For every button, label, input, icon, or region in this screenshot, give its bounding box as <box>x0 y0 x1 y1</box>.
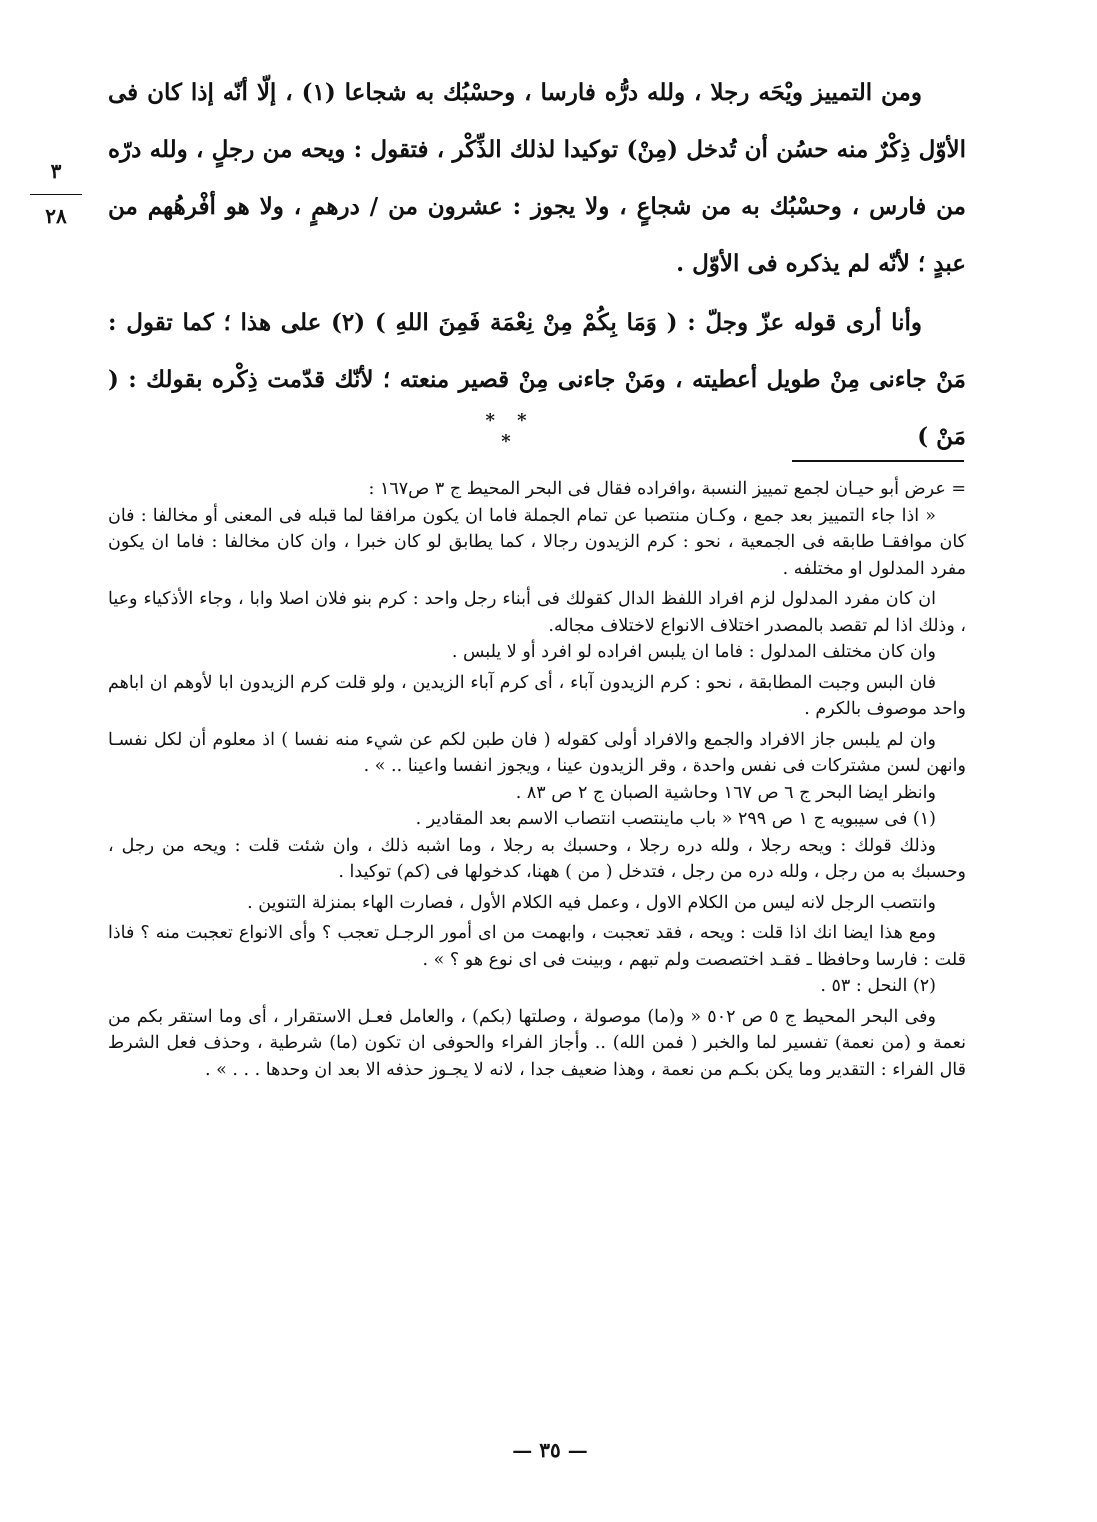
footnote-paragraph: وذلك قولك : ويحه رجلا ، ولله دره رجلا ، وحسبك به رجلا ، وما اشبه ذلك ، وان شئت قلت : ويحه من رجل ، وحسبك به من رجل ، ولله دره من رجل ، فتدخل ( من ) ههنا، كدخولها فى (كم) توكيدا . <box>108 835 966 882</box>
main-paragraph: ومن التمييز ويْحَه رجلا ، ولله درُّه فارسا ، وحسْبُك به شجاعا (١) ، إلّا أنّه إذا كان فى الأوّل ذِكْرٌ منه حسُن أن تُدخل (مِنْ) توكيدا لذلك الذِّكْر ، فتقول : ويحه من رجلٍ ، ولله درّه من فارس ، وحسْبُك به من شجاعٍ ، ولا يجوز : عشرون من / درهمٍ ، ولا هو أفْرهُهم من عبدٍ ؛ لأنّه لم يذكره فى الأوّل . <box>108 79 966 277</box>
footnote-paragraph: وفى البحر المحيط ج ٥ ص ٥٠٢ « و(ما) موصولة ، وصلتها (بكم) ، والعامل فعـل الاستقرار ، أى وما استقر بكم من نعمة و (من نعمة) تفسير لما والخبر ( فمن الله) .. وأجاز الفراء والحوفى ان تكون (ما) شرطية ، وحذف فعل الشرط قال الفراء : التقدير وما يكن بكـم من نعمة ، وهذا ضعيف جدا ، لانه لا يجـوز حذفه الا بعد ان وحدها . . . » . <box>108 1006 966 1080</box>
margin-reference-divider <box>30 194 82 195</box>
footnote-paragraph: « اذا جاء التمييز بعد جمع ، وكـان منتصبا عن تمام الجملة فاما ان يكون مرافقا لما قبله فى المعنى أو مخالفا : فان كان موافقـا طابقه فى الجمعية ، نحو : كرم الزيدون رجالا ، كما يطابق لو كان خبرا ، وان كان مخالفا : فاما ان يكون مفرد المدلول او مختلفه . <box>108 505 966 579</box>
footnote-paragraph: ان كان مفرد المدلول لزم افراد اللفظ الدال كقولك فى أبناء رجل واحد : كرم بنو فلان اصلا وابا ، وجاء الأذكياء وعيا ، وذلك اذا لم تقصد بالمصدر اختلاف الانواع لاختلاف مجاله. <box>108 589 966 636</box>
footnote-paragraph: ومع هذا ايضا انك اذا قلت : ويحه ، فقد تعجبت ، وابهمت من اى أمور الرجـل تعجب ؟ وأى الانواع تعجبت منه ؟ فاذا قلت : فارسا وحافظا ـ فقـد اختصصت ولم تبهم ، وبينت فى اى نوع هو ؟ » . <box>108 923 966 970</box>
main-text-body <box>108 64 966 465</box>
section-separator: * * * <box>485 410 535 452</box>
footnote-paragraph: (١) فى سيبويه ج ١ ص ٢٩٩ « باب ماينتصب انتصاب الاسم بعد المقادير . <box>415 809 936 829</box>
footnote-separator-rule <box>792 460 964 462</box>
footnote-paragraph: (٢) النحل : ٥٣ . <box>820 976 936 996</box>
margin-reference-top: ٣ <box>50 159 62 183</box>
margin-reference-bottom: ٢٨ <box>45 204 67 228</box>
margin-page-reference <box>26 158 86 229</box>
footnote-paragraph: وانتصب الرجل لانه ليس من الكلام الاول ، وعمل فيه الكلام الأول ، فصارت الهاء بمنزلة التنوين . <box>247 892 936 913</box>
footnote-paragraph: وان لم يلبس جاز الافراد والجمع والافراد أولى كقوله ( فان طبن لكم عن شيء منه نفسا ) اذ معلوم أن لكل نفسـا وانهن لسن مشتركات فى نفس واحدة ، وقر الزيدون عينا ، ويجوز انفسا واعينا .. » . <box>108 729 966 776</box>
footnote-paragraph: وان كان مختلف المدلول : فاما ان يلبس افراده لو افرد أو لا يلبس . <box>451 642 936 662</box>
footnotes-block <box>108 476 966 1083</box>
main-paragraph: وأنا أرى قوله عزّ وجلّ : ( وَمَا بِكُمْ مِنْ نِعْمَة فَمِنَ اللهِ ) (٢) على هذا ؛ كما تقول : مَنْ جاءنى مِنْ طويل أعطيته ، ومَنْ جاءنى مِنْ قصير منعته ؛ لأنّك قدّمت ذِكْره بقولك : ( مَنْ ) <box>108 309 966 450</box>
footnote-paragraph: وانظر ايضا البحر ج ٦ ص ١٦٧ وحاشية الصبان ج ٢ ص ٨٣ . <box>515 782 936 803</box>
footnote-paragraph: = عرض أبو حيـان لجمع تمييز النسبة ،وافراده فقال فى البحر المحيط ج ٣ ص١٦٧ : <box>368 479 966 499</box>
page-number: — ٣٥ — <box>512 1438 588 1462</box>
footnote-paragraph: فان البس وجبت المطابقة ، نحو : كرم الزيدون آباء ، أى كرم آباء الزيدين ، ولو قلت كرم الزيدون ابا لأوهم ان اباهم واحد موصوف بالكرم . <box>108 672 966 719</box>
